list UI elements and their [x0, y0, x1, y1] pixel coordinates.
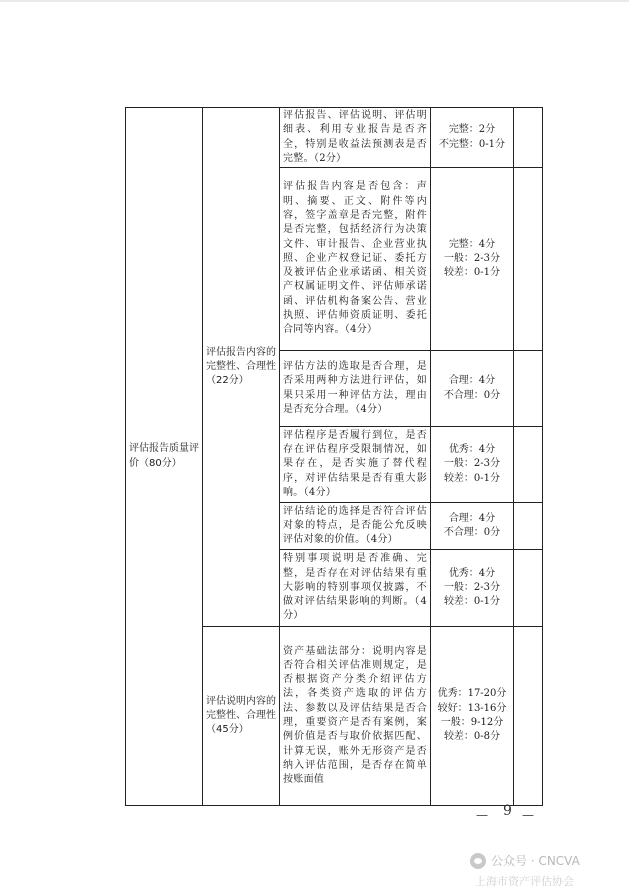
empty-cell: [514, 550, 543, 627]
empty-cell: [514, 168, 543, 351]
criterion-score: 优秀：4分 一般：2-3分 较差：0-1分: [431, 427, 514, 503]
criterion-score: 完整：4分 一般：2-3分 较差：0-1分: [431, 168, 514, 351]
watermark-text: 公众号 · CNCVA: [491, 854, 580, 868]
criterion-desc: 评估报告内容是否包含：声明、摘要、正文、附件等内容，签字盖章是否完整，附件是否完整，包括经济行为决策文件、审计报告、企业营业执照、企业产权登记证、委托方及被评估企业承诺函、相关资产权属证明文件、评估师承诺函、评估机构备案公告、营业执照、评估师资质证明、委托合同等内容。（4分）: [280, 168, 431, 351]
section-label-report: 评估报告内容的完整性、合理性（22分）: [203, 108, 280, 627]
scan-edge: [0, 0, 629, 2]
criterion-score: 完整：2分 不完整：0-1分: [431, 108, 514, 168]
empty-cell: [514, 351, 543, 427]
empty-cell: [514, 627, 543, 806]
footer-dash-right: —: [522, 808, 534, 822]
evaluation-table: [125, 107, 543, 806]
criterion-desc: 特别事项说明是否准确、完整，是否存在对评估结果有重大影响的特别事项仅披露，不做对评估结果影响的判断。（4分）: [280, 550, 431, 627]
watermark: [470, 852, 580, 869]
criterion-desc: 评估程序是否履行到位，是否存在评估程序受限制情况，如果存在，是否实施了替代程序，对评估结果是否有重大影响。（4分）: [280, 427, 431, 503]
criterion-score: 优秀：4分 一般：2-3分 较差：0-1分: [431, 550, 514, 627]
criterion-desc: 评估报告、评估说明、评估明细表、利用专业报告是否齐全，特别是收益法预测表是否完整。（2分）: [280, 108, 431, 168]
empty-cell: [514, 108, 543, 168]
watermark-subtext: 上海市资产评估协会: [475, 875, 574, 888]
criterion-desc: 资产基础法部分：说明内容是否符合相关评估准则规定，是否根据资产分类介绍评估方法，各类资产选取的评估方法、参数以及评估结果是否合理，重要资产是否有案例，案例价值是否与取价依据匹配、计算无误，账外无形资产是否纳入评估范围，是否存在简单按账面值: [280, 627, 431, 806]
main-category-cell: 评估报告质量评价（80分）: [126, 108, 203, 806]
table-row: [126, 108, 543, 168]
footer-dash-left: —: [476, 808, 488, 822]
criterion-score: 优秀：17-20分 较好：13-16分 一般：9-12分 较差：0-8分: [431, 627, 514, 806]
criterion-score: 合理：4分 不合理：0分: [431, 503, 514, 550]
section-label-explanation: 评估说明内容的完整性、合理性（45分）: [203, 627, 280, 806]
empty-cell: [514, 503, 543, 550]
page-number: 9: [503, 803, 512, 819]
empty-cell: [514, 427, 543, 503]
criterion-score: 合理：4分 不合理：0分: [431, 351, 514, 427]
wechat-icon: [470, 853, 486, 869]
criterion-desc: 评估结论的选择是否符合评估对象的特点，是否能公允反映评估对象的价值。（4分）: [280, 503, 431, 550]
criterion-desc: 评估方法的选取是否合理，是否采用两种方法进行评估，如果只采用一种评估方法，理由是否充分合理。（4分）: [280, 351, 431, 427]
